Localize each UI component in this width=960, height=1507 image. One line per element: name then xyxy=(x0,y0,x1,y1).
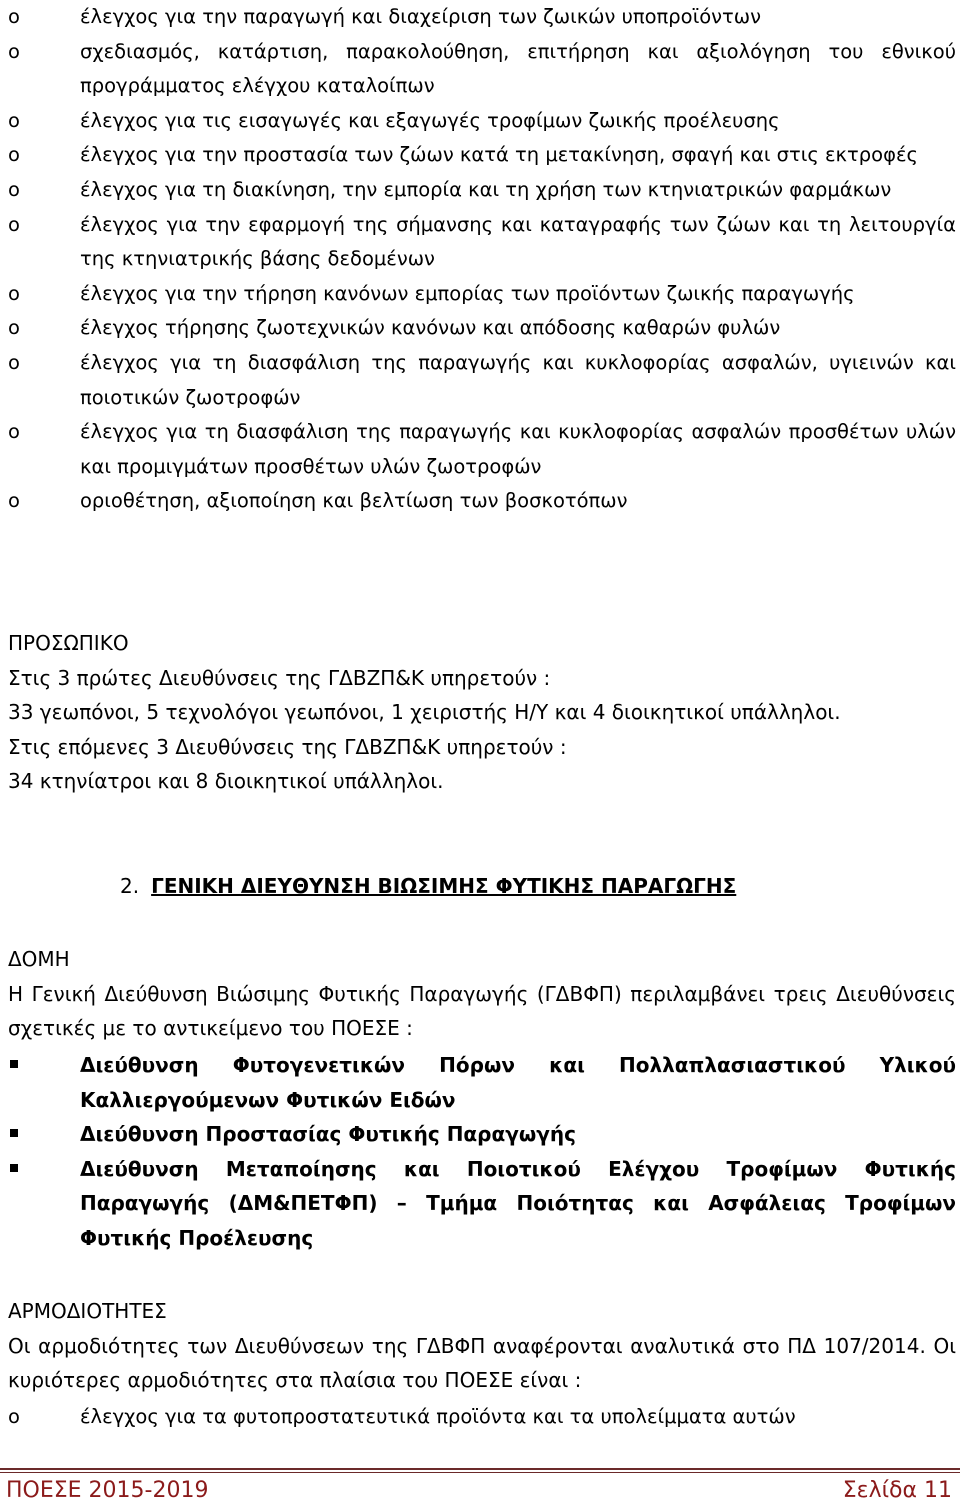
list-item xyxy=(8,208,956,277)
competences-title: ΑΡΜΟΔΙΟΤΗΤΕΣ xyxy=(8,1299,167,1323)
list-item-text: Διεύθυνση Φυτογενετικών Πόρων και Πολλαπλασιαστικού Υλικού Καλλιεργούμενων Φυτικών Ειδών xyxy=(80,1053,956,1112)
list-item-text: έλεγχος για τη διασφάλιση της παραγωγής και κυκλοφορίας ασφαλών προσθέτων υλών και προμιγμάτων προσθέτων υλών ζωοτροφών xyxy=(80,420,956,478)
list-item xyxy=(8,311,956,346)
list-item-text: σχεδιασμός, κατάρτιση, παρακολούθηση, επιτήρηση και αξιολόγηση του εθνικού προγράμματος ελέγχου καταλοίπων xyxy=(80,39,956,98)
list-item xyxy=(8,277,956,312)
list-item xyxy=(8,1117,956,1152)
list-item-text: έλεγχος τήρησης ζωοτεχνικών κανόνων και απόδοσης καθαρών φυλών xyxy=(80,316,781,340)
list-item xyxy=(8,484,956,519)
personnel-section xyxy=(8,626,956,799)
list-item-text: έλεγχος για τη διακίνηση, την εμπορία και τη χρήση των κτηνιατρικών φαρμάκων xyxy=(80,177,892,201)
section-title: ΓΕΝΙΚΗ ΔΙΕΥΘΥΝΣΗ ΒΙΩΣΙΜΗΣ ΦΥΤΙΚΗΣ ΠΑΡΑΓΩΓΗΣ xyxy=(151,874,737,898)
list-item-text: Διεύθυνση Προστασίας Φυτικής Παραγωγής xyxy=(80,1122,576,1147)
bullet-marker: o xyxy=(8,39,20,63)
bullet-marker: o xyxy=(8,108,20,132)
list-item-text: έλεγχος για τις εισαγωγές και εξαγωγές τροφίμων ζωικής προέλευσης xyxy=(80,108,780,132)
personnel-line: 33 γεωπόνοι, 5 τεχνολόγοι γεωπόνοι, 1 χειριστής Η/Υ και 4 διοικητικοί υπάλληλοι. xyxy=(8,700,841,725)
list-item-text: έλεγχος για την παραγωγή και διαχείριση των ζωικών υποπροϊόντων xyxy=(80,5,761,28)
footer-rule xyxy=(0,1468,960,1470)
personnel-title: ΠΡΟΣΩΠΙΚΟ xyxy=(8,631,129,655)
list-item-text: οριοθέτηση, αξιοποίηση και βελτίωση των βοσκοτόπων xyxy=(80,489,628,513)
list-item xyxy=(8,173,956,208)
structure-section xyxy=(8,942,956,1046)
list-item xyxy=(8,138,956,173)
bullet-marker: o xyxy=(8,350,20,374)
footer-document-title: ΠΟΕΣΕ 2015-2019 xyxy=(6,1478,209,1503)
control-list xyxy=(8,0,956,519)
bullet-marker: o xyxy=(8,143,20,167)
square-bullet-icon xyxy=(8,1117,80,1152)
bullet-marker: o xyxy=(8,1405,20,1428)
personnel-line: Στις 3 πρώτες Διευθύνσεις της ΓΔΒΖΠ&Κ υπηρετούν : xyxy=(8,665,551,690)
list-item xyxy=(8,104,956,139)
personnel-line: 34 κτηνίατροι και 8 διοικητικοί υπάλληλοι. xyxy=(8,769,444,794)
personnel-line: Στις επόμενες 3 Διευθύνσεις της ΓΔΒΖΠ&Κ υπηρετούν : xyxy=(8,734,567,759)
competences-intro: Οι αρμοδιότητες των Διευθύνσεων της ΓΔΒΦΠ αναφέρονται αναλυτικά στο ΠΔ 107/2014. Οι κυριότερες αρμοδιότητες στα πλαίσια του ΠΟΕΣΕ είναι : xyxy=(8,1333,956,1393)
list-item xyxy=(8,415,956,484)
list-item xyxy=(8,1152,956,1256)
list-item xyxy=(8,346,956,415)
list-item-text: έλεγχος για την προστασία των ζώων κατά τη μετακίνηση, σφαγή και στις εκτροφές xyxy=(80,143,918,167)
list-item-text: έλεγχος για τη διασφάλιση της παραγωγής και κυκλοφορίας ασφαλών, υγιεινών και ποιοτικών ζωοτροφών xyxy=(80,350,956,409)
bullet-marker: o xyxy=(8,489,20,513)
list-item-text: Διεύθυνση Μεταποίησης και Ποιοτικού Ελέγχου Τροφίμων Φυτικής Παραγωγής (ΔΜ&ΠΕΤΦΠ) – Τμήμα Ποιότητας και Ασφάλειας Τροφίμων Φυτικής Προέλευσης xyxy=(80,1156,956,1250)
list-item xyxy=(8,1400,956,1435)
bullet-marker: o xyxy=(8,5,20,28)
section-heading xyxy=(120,874,736,898)
competences-list xyxy=(8,1400,956,1435)
bullet-marker: o xyxy=(8,281,20,305)
bullet-marker: o xyxy=(8,420,20,444)
square-bullet-icon xyxy=(8,1048,80,1117)
list-item-text: έλεγχος για την εφαρμογή της σήμανσης και καταγραφής των ζώων και τη λειτουργία της κτηνιατρικής βάσης δεδομένων xyxy=(80,212,956,271)
list-item xyxy=(8,0,956,35)
competences-section xyxy=(8,1294,956,1398)
list-item-text: έλεγχος για την τήρηση κανόνων εμπορίας των προϊόντων ζωικής παραγωγής xyxy=(80,281,855,305)
section-number: 2. xyxy=(120,874,140,898)
bullet-marker: o xyxy=(8,177,20,201)
bullet-marker: o xyxy=(8,212,20,236)
list-item xyxy=(8,35,956,104)
directorates-list xyxy=(8,1048,956,1256)
square-bullet-icon xyxy=(8,1152,80,1256)
bullet-marker: o xyxy=(8,316,20,340)
list-item-text: έλεγχος για τα φυτοπροστατευτικά προϊόντα και τα υπολείμματα αυτών xyxy=(80,1405,796,1428)
structure-intro: Η Γενική Διεύθυνση Βιώσιμης Φυτικής Παραγωγής (ΓΔΒΦΠ) περιλαμβάνει τρεις Διευθύνσεις σχετικές με το αντικείμενο του ΠΟΕΣΕ : xyxy=(8,981,956,1041)
list-item xyxy=(8,1048,956,1117)
footer-rule xyxy=(0,1472,960,1473)
footer-page-number: Σελίδα 11 xyxy=(842,1478,952,1503)
structure-title: ΔΟΜΗ xyxy=(8,947,70,971)
